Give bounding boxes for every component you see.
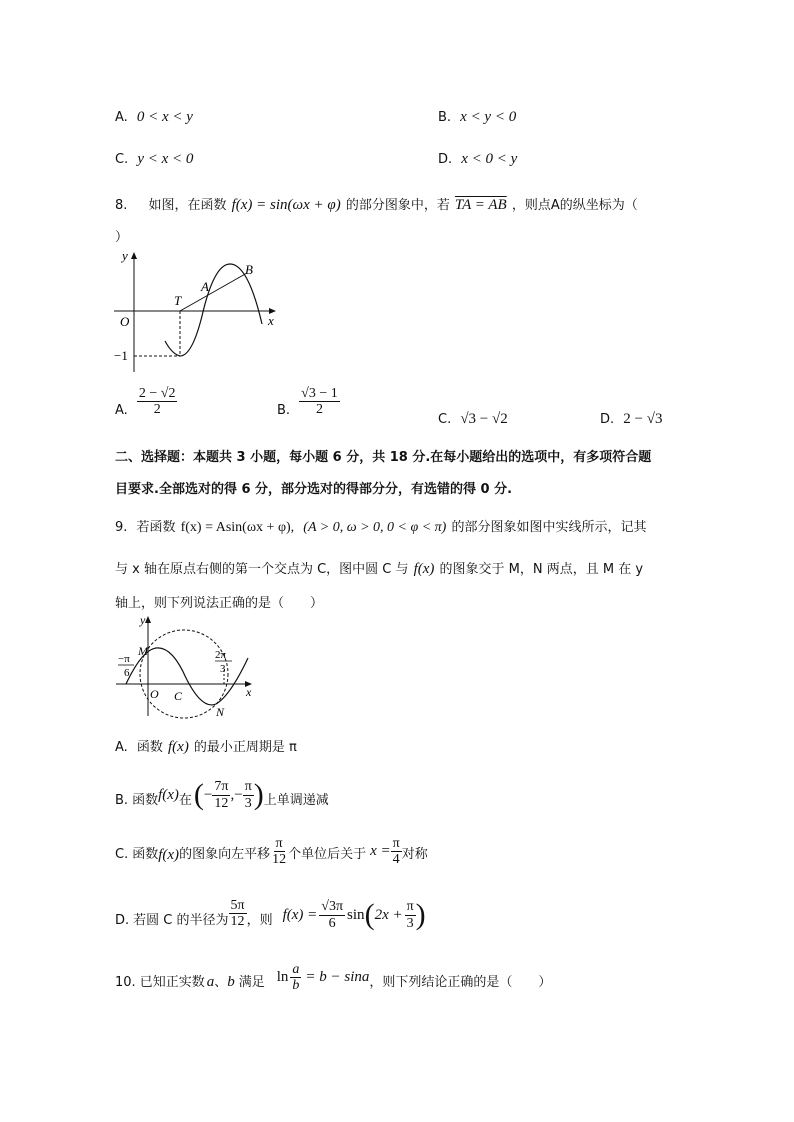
- q10-var-a: a: [206, 973, 215, 990]
- option-text-pre: 函数: [132, 793, 159, 808]
- q9-label-n: N: [216, 705, 225, 719]
- q9-label-o: O: [150, 687, 159, 701]
- q7-option-c: [115, 148, 193, 168]
- option-math: 0 < x < y: [136, 109, 193, 125]
- fraction-denominator: 2: [153, 402, 161, 418]
- option-math: x < y < 0: [460, 109, 517, 125]
- q9-condition: (A > 0, ω > 0, 0 < φ < π): [303, 520, 447, 535]
- option-fraction: [299, 386, 340, 418]
- fraction-numerator: a: [292, 962, 300, 977]
- q10-rhs: = b − sina: [305, 969, 370, 986]
- q8-option-d: [600, 408, 662, 428]
- q8-label-t: T: [174, 293, 182, 308]
- q8-option-a: [115, 386, 177, 418]
- fraction-numerator: √3π: [321, 899, 344, 915]
- q8-label-minus1: −1: [114, 348, 128, 363]
- sin-inner: 2x +: [374, 906, 403, 923]
- fraction-denominator: 12: [230, 914, 245, 930]
- interval-fraction-1: [212, 779, 230, 811]
- q9-option-c: [115, 836, 428, 868]
- q9-option-b: [115, 778, 329, 812]
- q9-y-arrow: [145, 616, 151, 623]
- fraction-denominator: b: [292, 978, 300, 994]
- q8-text-post: ，则点A的纵坐标为（: [511, 198, 638, 213]
- option-text-pre: 若圆 C 的半径为: [133, 913, 229, 928]
- option-label: A.: [115, 740, 128, 755]
- option-math: y < x < 0: [137, 151, 194, 167]
- q9-option-a: [115, 736, 297, 756]
- q9-label-y: y: [140, 613, 146, 627]
- interval-close-paren: ): [253, 778, 264, 811]
- option-label: B.: [115, 793, 129, 808]
- option-text-post: 对称: [401, 846, 428, 862]
- interval-open-paren: (: [193, 778, 204, 811]
- q8-label-b: B: [245, 262, 253, 277]
- option-fx: f(x): [158, 786, 179, 803]
- q9-text-pre: 若函数: [136, 520, 176, 535]
- option-text-in: 在: [178, 793, 192, 808]
- q8-close-paren: ）: [115, 230, 129, 245]
- q9-label-c: C: [174, 689, 183, 703]
- option-fx: f(x): [168, 739, 189, 755]
- q10-text-pre: 已知正实数: [139, 974, 205, 990]
- fraction-numerator: √3 − 1: [301, 386, 338, 401]
- q9-stem-line1: [115, 516, 646, 536]
- interval-minus: −: [203, 786, 213, 803]
- q9-function: f(x) = Asin(ωx + φ),: [180, 520, 295, 535]
- q8-option-c: [438, 408, 508, 428]
- question-number: 10.: [115, 974, 136, 990]
- radius-fraction: [229, 898, 247, 930]
- fraction-numerator: π: [406, 899, 414, 915]
- q10-text-mid: 满足: [238, 974, 265, 990]
- question-number: 8.: [115, 198, 128, 213]
- fraction-denominator: 3: [406, 915, 414, 931]
- option-label: D.: [115, 913, 130, 928]
- option-label: B.: [438, 110, 452, 125]
- q8-graph: [110, 246, 285, 376]
- option-fx: f(x) =: [282, 906, 318, 923]
- option-label: C.: [438, 412, 452, 427]
- q8-text-pre: 如图，在函数: [148, 198, 227, 213]
- fraction-numerator: 7π: [214, 779, 229, 795]
- option-text-mid: ，则: [246, 913, 273, 928]
- q8-label-x: x: [268, 313, 274, 328]
- q10-ln: ln: [276, 969, 289, 986]
- option-label: A.: [115, 110, 128, 125]
- q8-label-a: A: [201, 279, 209, 294]
- q7-option-b: [438, 106, 516, 126]
- fraction-denominator: 12: [272, 852, 287, 868]
- option-text-post: 上单调递减: [263, 793, 329, 808]
- option-label: B.: [277, 402, 291, 418]
- q9-line2-b: 的图象交于 M，N 两点，且 M 在 y: [439, 562, 644, 577]
- fraction-numerator: 5π: [230, 898, 245, 913]
- fraction-numerator: π: [392, 836, 400, 851]
- q7-option-d: [438, 148, 517, 168]
- q9-label-x: x: [246, 685, 252, 699]
- sin-open-paren: (: [364, 898, 375, 931]
- option-text-post: 的最小正周期是 π: [193, 740, 297, 755]
- q7-option-a: [115, 106, 193, 126]
- option-math: x < 0 < y: [461, 151, 518, 167]
- option-text-mid2: 个单位后关于: [288, 846, 367, 862]
- axis-eq: x =: [370, 843, 391, 860]
- question-number: 9.: [115, 520, 128, 535]
- q9-line2-a: 与 x 轴在原点右侧的第一个交点为 C，图中圆 C 与: [115, 562, 409, 577]
- q9-stem-line2: [115, 558, 643, 578]
- q8-stem: [115, 194, 638, 214]
- option-label: C.: [115, 152, 129, 167]
- amplitude-fraction: [319, 899, 345, 931]
- sin-close-paren: ): [415, 898, 426, 931]
- option-fraction: [137, 386, 178, 418]
- q8-label-o: O: [120, 314, 130, 329]
- section2-header-line2: 目要求.全部选对的得 6 分，部分选对的得部分分，有选错的得 0 分.: [115, 482, 513, 497]
- fraction-denominator: 6: [328, 915, 336, 931]
- q8-text-mid: 的部分图象中，若: [345, 198, 450, 213]
- interval-fraction-2: [243, 779, 254, 811]
- option-math: 2 − √3: [623, 411, 663, 427]
- q9-text-post: 的部分图象如图中实线所示，记其: [451, 520, 647, 535]
- sin-fn: sin: [347, 906, 365, 923]
- phase-fraction: [405, 899, 416, 931]
- q9-label-neg-pi: −π: [118, 653, 130, 665]
- section2-header-line1: 二、选择题：本题共 3 小题，每小题 6 分，共 18 分.在每小题给出的选项中，有多项符合题: [115, 450, 652, 465]
- shift-fraction: [270, 836, 288, 868]
- option-text-pre: 函数: [132, 846, 159, 862]
- fraction-numerator: 2 − √2: [138, 386, 176, 401]
- option-label: A.: [115, 402, 128, 418]
- q9-label-six: 6: [124, 667, 130, 679]
- fraction-numerator: π: [244, 779, 252, 795]
- fraction-denominator: 3: [244, 795, 252, 811]
- interval-comma-minus: ,−: [230, 786, 243, 803]
- fraction-denominator: 4: [392, 852, 400, 868]
- q9-fx: f(x): [413, 561, 435, 577]
- q10-var-b: b: [227, 973, 235, 990]
- q9-label-three: 3: [220, 663, 226, 675]
- q10-stem: [115, 962, 551, 994]
- q8-y-arrow: [131, 252, 137, 259]
- option-fx: f(x): [158, 846, 180, 863]
- q8-vector-equation: TA = AB: [454, 197, 507, 213]
- option-label: C.: [115, 846, 129, 862]
- option-math: √3 − √2: [460, 411, 508, 427]
- option-label: D.: [600, 412, 615, 427]
- q9-label-2pi: 2π: [215, 649, 227, 661]
- q10-sep: 、: [214, 974, 228, 990]
- axis-fraction: [391, 836, 402, 868]
- q8-option-b: [277, 386, 340, 418]
- option-label: D.: [438, 152, 453, 167]
- fraction-denominator: 12: [214, 795, 229, 811]
- fraction-denominator: 2: [315, 402, 323, 418]
- option-text-mid: 的图象向左平移: [179, 846, 271, 862]
- option-text-pre: 函数: [136, 740, 163, 755]
- q9-option-d: [115, 898, 426, 932]
- q9-graph: [112, 612, 262, 720]
- fraction-numerator: π: [275, 836, 283, 851]
- q10-text-post: ，则下列结论正确的是（ ）: [369, 974, 552, 990]
- q8-function: f(x) = sin(ωx + φ): [231, 197, 341, 213]
- q9-label-m: M: [138, 644, 148, 658]
- q10-fraction: [290, 962, 301, 994]
- q9-stem-line3: 轴上，则下列说法正确的是（ ）: [115, 596, 324, 611]
- q8-label-y: y: [122, 248, 128, 263]
